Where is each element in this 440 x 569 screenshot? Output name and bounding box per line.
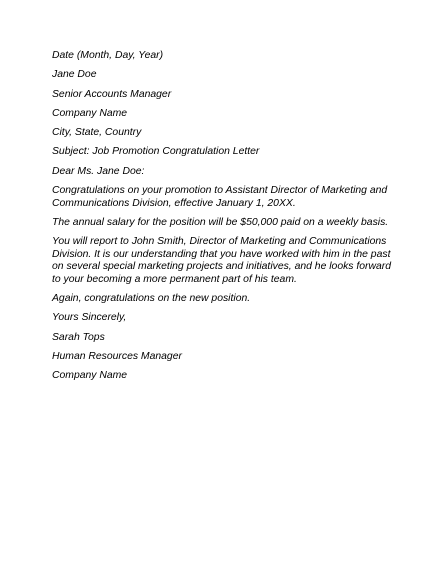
signer-company: Company Name [52, 370, 128, 382]
recipient-title: Senior Accounts Manager [52, 88, 172, 100]
paragraph-line: You will report to John Smith, Director of Marketing and Communications [52, 236, 387, 248]
paragraph-line: Again, congratulations on the new position. [52, 293, 251, 305]
paragraph-line: Communications Division, effective January 1, 20XX. [52, 197, 296, 209]
letter-subject: Subject: Job Promotion Congratulation Letter [52, 146, 260, 158]
letter-date: Date (Month, Day, Year) [52, 50, 164, 61]
paragraph-salary [52, 217, 392, 230]
signer-name: Sarah Tops [52, 331, 105, 343]
paragraph-congratulations [52, 293, 392, 306]
recipient-company: Company Name [52, 107, 128, 119]
paragraph-line: to your becoming a more permanent part of his team. [52, 273, 297, 285]
signer-title: Human Resources Manager [52, 351, 182, 363]
paragraph-reporting [52, 236, 392, 286]
paragraph-line: Congratulations on your promotion to Assistant Director of Marketing and [52, 184, 388, 196]
recipient-name: Jane Doe [52, 69, 97, 81]
paragraph-line: Division. It is our understanding that you have worked with him in the past [52, 248, 391, 260]
letter-body [52, 50, 392, 390]
paragraph-line: on several special marketing projects and initiatives, and he looks forward [52, 261, 392, 273]
recipient-location: City, State, Country [52, 127, 142, 139]
letter-closing: Yours Sincerely, [52, 312, 127, 324]
letter-salutation: Dear Ms. Jane Doe: [52, 165, 145, 177]
paragraph-line: The annual salary for the position will be $50,000 paid on a weekly basis. [52, 216, 389, 228]
paragraph-promotion [52, 185, 392, 210]
